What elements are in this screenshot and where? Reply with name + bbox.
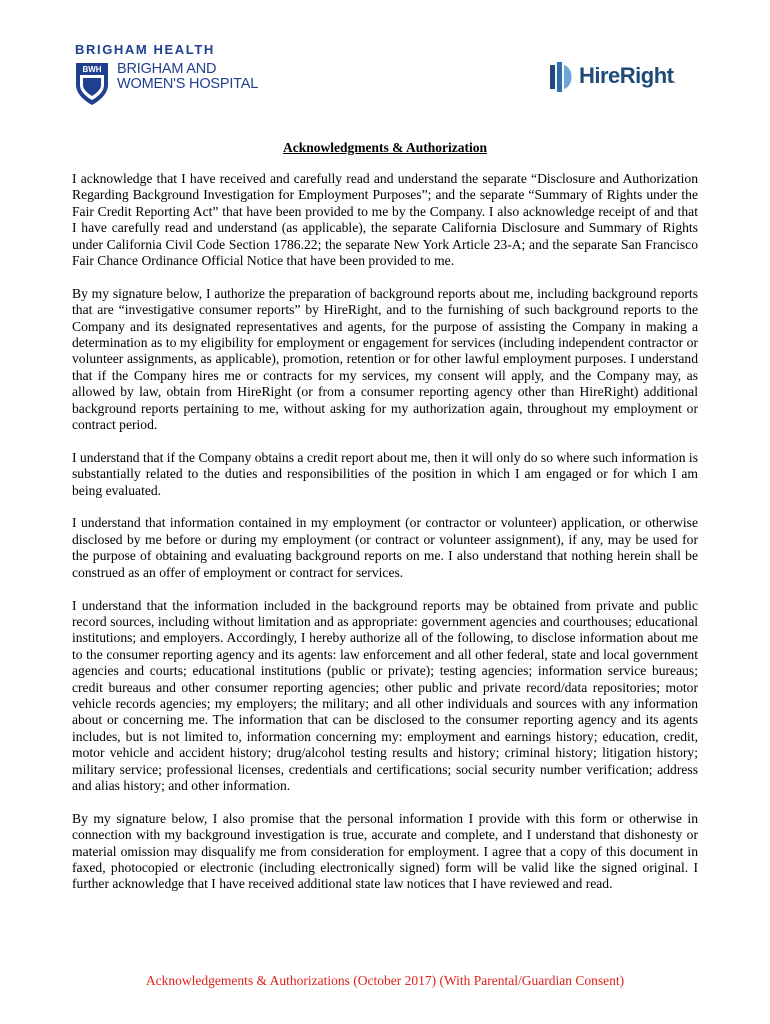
- bwh-shield-icon: [74, 61, 110, 107]
- paragraph-signature-promise: By my signature below, I also promise that the personal information I provide with this form or otherwise in connection with my background investigation is true, accurate and complete, and I understand that dishonesty or material omission may disqualify me from consideration for employment. I agree that a copy of this document in faxed, photocopied or electronic (including electronically signed) form will be valid like the signed original. I further acknowledge that I have received additional state law notices that I have reviewed and read.: [72, 810, 698, 892]
- paragraph-application-info: I understand that information contained in my employment (or contractor or volunteer) application, or otherwise disclosed by me before or during my employment (or contract or volunteer assignment), if any, may be used for the purpose of obtaining and evaluating background reports on me. I also understand that nothing herein shall be construed as an offer of employment or contract for services.: [72, 515, 698, 580]
- hireright-logo: [548, 60, 688, 94]
- document-body: [72, 171, 698, 909]
- hireright-trademark-dot: .: [673, 75, 676, 85]
- page-title: Acknowledgments & Authorization: [282, 140, 487, 155]
- brigham-health-wordmark: BRIGHAM HEALTH: [75, 42, 215, 57]
- hireright-wordmark: [579, 63, 676, 89]
- brigham-health-logo: [74, 42, 284, 108]
- hireright-name: HireRight: [579, 63, 674, 88]
- paragraph-credit-report: I understand that if the Company obtains a credit report about me, then it will only do so where such information is substantially related to the duties and responsibilities of the position in which I am engaged or for which I am being evaluated.: [72, 449, 698, 498]
- hospital-name: [117, 62, 258, 92]
- hireright-mark-icon: [548, 62, 576, 92]
- shield-initials: BWH: [82, 65, 102, 74]
- paragraph-authorization: By my signature below, I authorize the preparation of background reports about me, including background reports that are “investigative consumer reports” by HireRight, and to the furnishing of such background reports to the Company and its designated representatives and agents, for the purpose of assisting the Company in making a determination as to my eligibility for employment or engagement for services (including independent contractor or volunteer assignments, as applicable), promotion, retention or for other lawful employment purposes. I understand that if the Company hires me or contracts for my services, my consent will apply, and the Company may, as allowed by law, obtain from HireRight (or from a consumer reporting agency other than HireRight) additional background reports pertaining to me, without asking for my authorization again, throughout my employment or contract period.: [72, 285, 698, 433]
- document-footer: Acknowledgements & Authorizations (October 2017) (With Parental/Guardian Consent): [145, 973, 625, 988]
- hospital-name-line1: BRIGHAM AND: [117, 61, 217, 77]
- paragraph-acknowledgment: I acknowledge that I have received and carefully read and understand the separate “Disclosure and Authorization Regarding Background Investigation for Employment Purposes”; and the separate “Summary of Rights under the Fair Credit Reporting Act” that have been provided to me by the Company. I also acknowledge receipt of and that I have carefully read and understand (as applicable), the separate California Disclosure and Summary of Rights under California Civil Code Section 1786.22; the separate New York Article 23-A; and the separate San Francisco Fair Chance Ordinance Official Notice that have been provided to me.: [72, 171, 698, 269]
- paragraph-information-sources: I understand that the information included in the background reports may be obtained from private and public record sources, including without limitation and as appropriate: government agencies and courthouses; educational institutions; and employers. Accordingly, I hereby authorize all of the following, to disclose information about me to the consumer reporting agency and its agents: law enforcement and all other federal, state and local government agencies and courts; educational institutions (public or private); testing agencies; information service bureaus; credit bureaus and other consumer reporting agencies; other public and private record/data repositories; motor vehicle records agencies; my employers; the military; and all other individuals and sources with any information about or concerning me. The information that can be disclosed to the consumer reporting agency and its agents includes, but is not limited to, information concerning my: employment and earnings history; education, credit, motor vehicle and accident history; drug/alcohol testing results and history; criminal history; litigation history; military service; professional licenses, credentials and certifications; social security number verification; address and alias history; and other information.: [72, 597, 698, 793]
- hospital-name-line2: WOMEN'S HOSPITAL: [117, 76, 259, 92]
